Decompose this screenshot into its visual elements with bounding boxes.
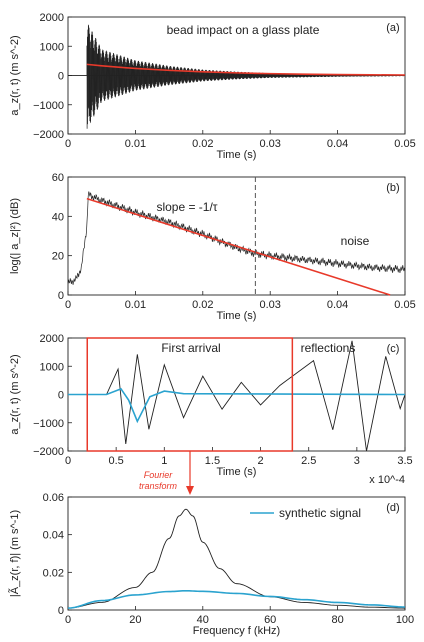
y-tick-label: 2000	[39, 333, 64, 345]
y-axis-label: a_z(r, t) (m s^-2)	[9, 35, 21, 116]
y-tick-label: 1000	[39, 41, 64, 54]
x-tick-label: 1.5	[204, 455, 221, 467]
series-signal	[68, 25, 405, 129]
x-tick-label: 1	[161, 455, 168, 467]
annotation-text: bead impact on a glass plate	[166, 23, 320, 37]
panel-c-chart	[9, 333, 413, 495]
x-tick-label: 0	[64, 614, 72, 626]
y-tick-label: 60	[51, 172, 64, 184]
series-measured-signal	[68, 341, 405, 451]
x-tick-label: 0.04	[326, 138, 349, 150]
panel-b-chart	[9, 172, 416, 322]
reflections-label: reflections	[300, 341, 356, 355]
x-tick-label: 0.5	[108, 455, 124, 467]
x-tick-label: 0.02	[192, 299, 214, 311]
x-tick-label: 0.03	[259, 299, 281, 311]
first-arrival-label: First arrival	[161, 341, 221, 355]
y-tick-label: 0.06	[42, 492, 64, 504]
x-tick-label: 3.5	[397, 455, 413, 467]
x-tick-label: 0.01	[124, 138, 147, 150]
x-tick-label: 60	[264, 614, 277, 626]
x-tick-label: 0.05	[394, 138, 416, 150]
x-tick-label: 0.02	[192, 138, 214, 150]
x-tick-label: 0	[64, 299, 72, 311]
panel-label: (d)	[386, 502, 400, 514]
y-axis-label: |Ã_z(r, f)| (m s^-1)	[9, 509, 21, 598]
x-tick-label: 0.01	[124, 299, 147, 311]
fourier-arrow-head	[186, 486, 194, 495]
x-tick-label: 0.04	[326, 299, 349, 311]
y-tick-label: −1000	[33, 99, 64, 112]
x-axis-label: Time (s)	[216, 466, 257, 478]
noise-annotation: noise	[340, 234, 370, 248]
transform-label: transform	[138, 481, 178, 491]
x-tick-label: 0	[64, 138, 72, 150]
y-tick-label: −2000	[33, 129, 64, 141]
x-tick-label: 80	[331, 614, 344, 626]
y-tick-label: 0	[57, 389, 64, 402]
x-tick-label: 0	[64, 455, 72, 467]
x-axis-label: Time (s)	[216, 149, 257, 161]
x-tick-label: 40	[196, 614, 209, 626]
y-axis-label: a_z(r, t) (m s^-2)	[9, 354, 21, 435]
x-tick-label: 3	[353, 455, 360, 467]
y-tick-label: 0	[57, 605, 64, 617]
panel-label: (c)	[386, 343, 400, 355]
fourier-label: Fourier	[143, 470, 173, 480]
slope-annotation: slope = -1/τ	[156, 200, 218, 214]
y-tick-label: 0.04	[42, 529, 64, 542]
y-tick-label: 2000	[39, 12, 64, 24]
y-tick-label: 20	[51, 250, 64, 263]
y-tick-label: 0	[57, 290, 64, 302]
panel-label: (b)	[386, 182, 400, 194]
y-tick-label: 40	[51, 211, 64, 224]
x-scale-label: x 10^-4	[369, 474, 405, 486]
y-tick-label: −2000	[33, 446, 64, 458]
x-tick-label: 0.03	[259, 138, 281, 150]
x-tick-label: 2.5	[301, 455, 317, 467]
panel-label: (a)	[386, 22, 400, 34]
y-axis-label: log(| a_z|²) (dB)	[9, 197, 21, 275]
x-axis-label: Frequency f (kHz)	[192, 625, 281, 637]
y-tick-label: 0.02	[42, 567, 64, 580]
y-tick-label: 0	[57, 70, 64, 83]
series-synthetic-spectrum	[68, 591, 405, 608]
x-axis-label: Time (s)	[216, 310, 257, 322]
x-tick-label: 0.05	[394, 299, 416, 311]
panel-a-chart	[9, 12, 416, 161]
panel-d-chart	[8, 492, 414, 637]
x-tick-label: 20	[129, 614, 142, 626]
y-tick-label: 1000	[39, 361, 64, 374]
legend-label: synthetic signal	[279, 506, 362, 520]
x-tick-label: 100	[395, 614, 415, 626]
y-tick-label: −1000	[33, 417, 64, 430]
x-tick-label: 2	[257, 455, 264, 467]
series-synthetic-signal	[68, 389, 405, 421]
